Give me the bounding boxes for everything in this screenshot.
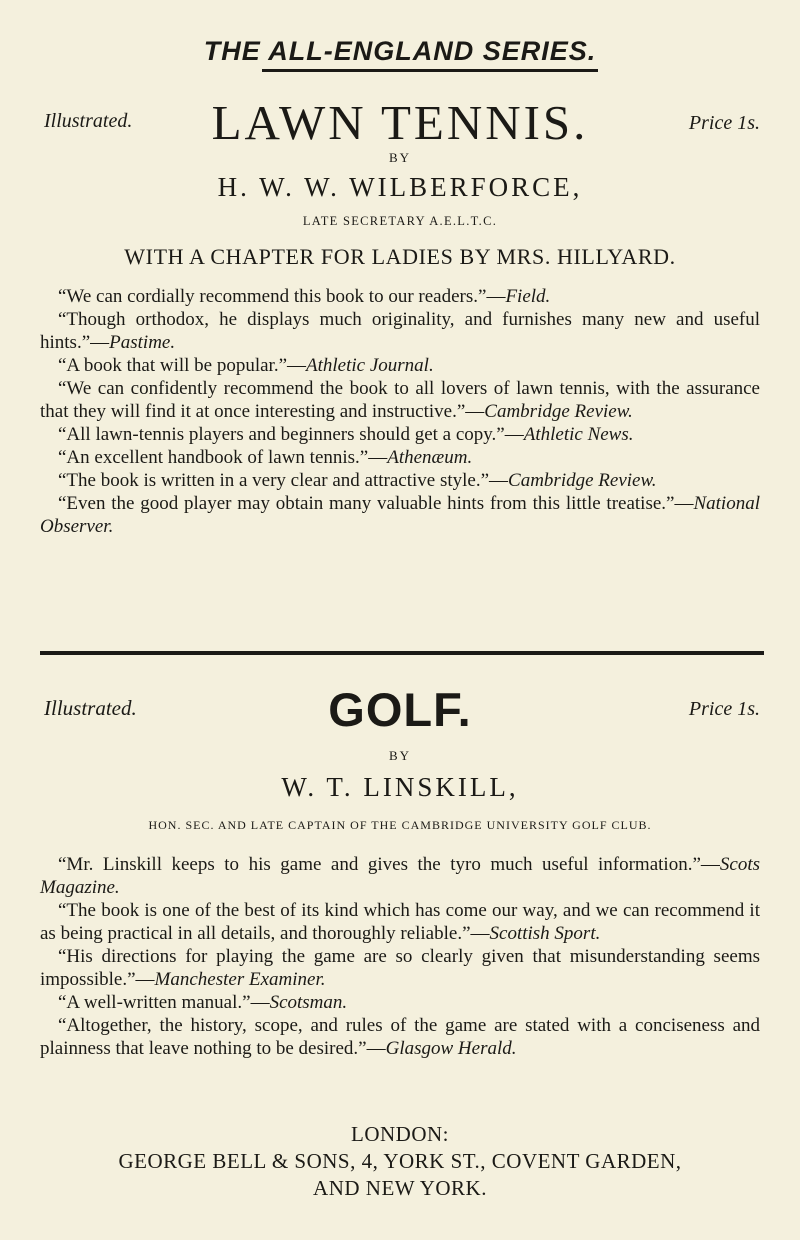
review-item: “Even the good player may obtain many valuable hints from this little treatise.”—National Observer.	[40, 493, 760, 537]
review-item: “The book is one of the best of its kind which has come our way, and we can recommend it as being practical in all details, and thoroughly reliable.”—Scottish Sport.	[40, 900, 760, 944]
golf-title: GOLF.	[328, 683, 472, 736]
lawn-tennis-price: Price 1s.	[688, 112, 760, 134]
golf-title-row	[40, 683, 760, 746]
review-source: Cambridge Review.	[484, 401, 633, 422]
review-source: Athenæum.	[387, 447, 473, 468]
imprint-publisher-line-2: AND NEW YORK.	[313, 1176, 487, 1200]
review-item: “The book is written in a very clear and attractive style.”—Cambridge Review.	[58, 470, 657, 491]
lawn-tennis-title: LAWN TENNIS.	[211, 95, 589, 150]
golf-author: W. T. LINSKILL,	[281, 772, 519, 802]
lawn-tennis-author: H. W. W. WILBERFORCE,	[217, 172, 583, 202]
review-item: “A well-written manual.”—Scotsman.	[58, 992, 348, 1013]
review-item: “Mr. Linskill keeps to his game and gives the tyro much useful information.”—Scots Magazine.	[40, 854, 760, 898]
review-source: Scots Magazine.	[40, 854, 760, 898]
series-title: THE ALL-ENGLAND SERIES.	[203, 36, 597, 66]
imprint-publisher-line-1: GEORGE BELL & SONS, 4, YORK ST., COVENT GARDEN,	[118, 1149, 682, 1173]
review-source: Manchester Examiner.	[154, 969, 326, 990]
review-item: “All lawn-tennis players and beginners should get a copy.”—Athletic News.	[58, 424, 634, 445]
review-source: National Observer.	[40, 493, 760, 537]
imprint-city: LONDON:	[351, 1122, 449, 1146]
golf-price: Price 1s.	[688, 698, 760, 720]
lawn-tennis-by: BY	[388, 150, 412, 165]
lawn-tennis-illustrated-label: Illustrated.	[44, 110, 133, 132]
golf-by: BY	[388, 748, 412, 763]
golf-author-title: HON. SEC. AND LATE CAPTAIN OF THE CAMBRIDGE UNIVERSITY GOLF CLUB.	[148, 818, 652, 832]
review-source: Pastime.	[109, 332, 176, 353]
review-source: Scottish Sport.	[489, 923, 601, 944]
review-item: “Though orthodox, he displays much originality, and furnishes many new and useful hints.”—Pastime.	[40, 309, 760, 353]
review-item: “We can confidently recommend the book to all lovers of lawn tennis, with the assurance that they will find it at once interesting and instructive.”—Cambridge Review.	[40, 378, 760, 422]
lawn-tennis-title-row	[40, 94, 760, 154]
section-divider	[40, 651, 764, 655]
lawn-tennis-chapter-note: WITH A CHAPTER FOR LADIES BY MRS. HILLYARD.	[124, 244, 676, 269]
review-source: Glasgow Herald.	[385, 1038, 517, 1059]
series-title-rule	[262, 69, 598, 72]
review-item: “Altogether, the history, scope, and rules of the game are stated with a conciseness and plainness that leave nothing to be desired.”—Glasgow Herald.	[40, 1015, 760, 1059]
review-item: “A book that will be popular.”—Athletic Journal.	[58, 355, 434, 376]
review-source: Cambridge Review.	[508, 470, 657, 491]
review-item: “We can cordially recommend this book to our readers.”—Field.	[58, 286, 551, 307]
review-source: Scotsman.	[269, 992, 348, 1013]
golf-illustrated-label: Illustrated.	[44, 696, 137, 720]
review-source: Athletic News.	[523, 424, 634, 445]
golf-reviews	[40, 853, 760, 1060]
lawn-tennis-reviews	[40, 285, 760, 538]
review-source: Athletic Journal.	[306, 355, 434, 376]
review-source: Field.	[505, 286, 551, 307]
review-item: “His directions for playing the game are so clearly given that misunderstanding seems impossible.”—Manchester Examiner.	[40, 946, 760, 990]
publisher-imprint	[0, 1121, 800, 1202]
review-item: “An excellent handbook of lawn tennis.”—Athenæum.	[58, 447, 473, 468]
lawn-tennis-author-title: LATE SECRETARY A.E.L.T.C.	[302, 214, 498, 228]
